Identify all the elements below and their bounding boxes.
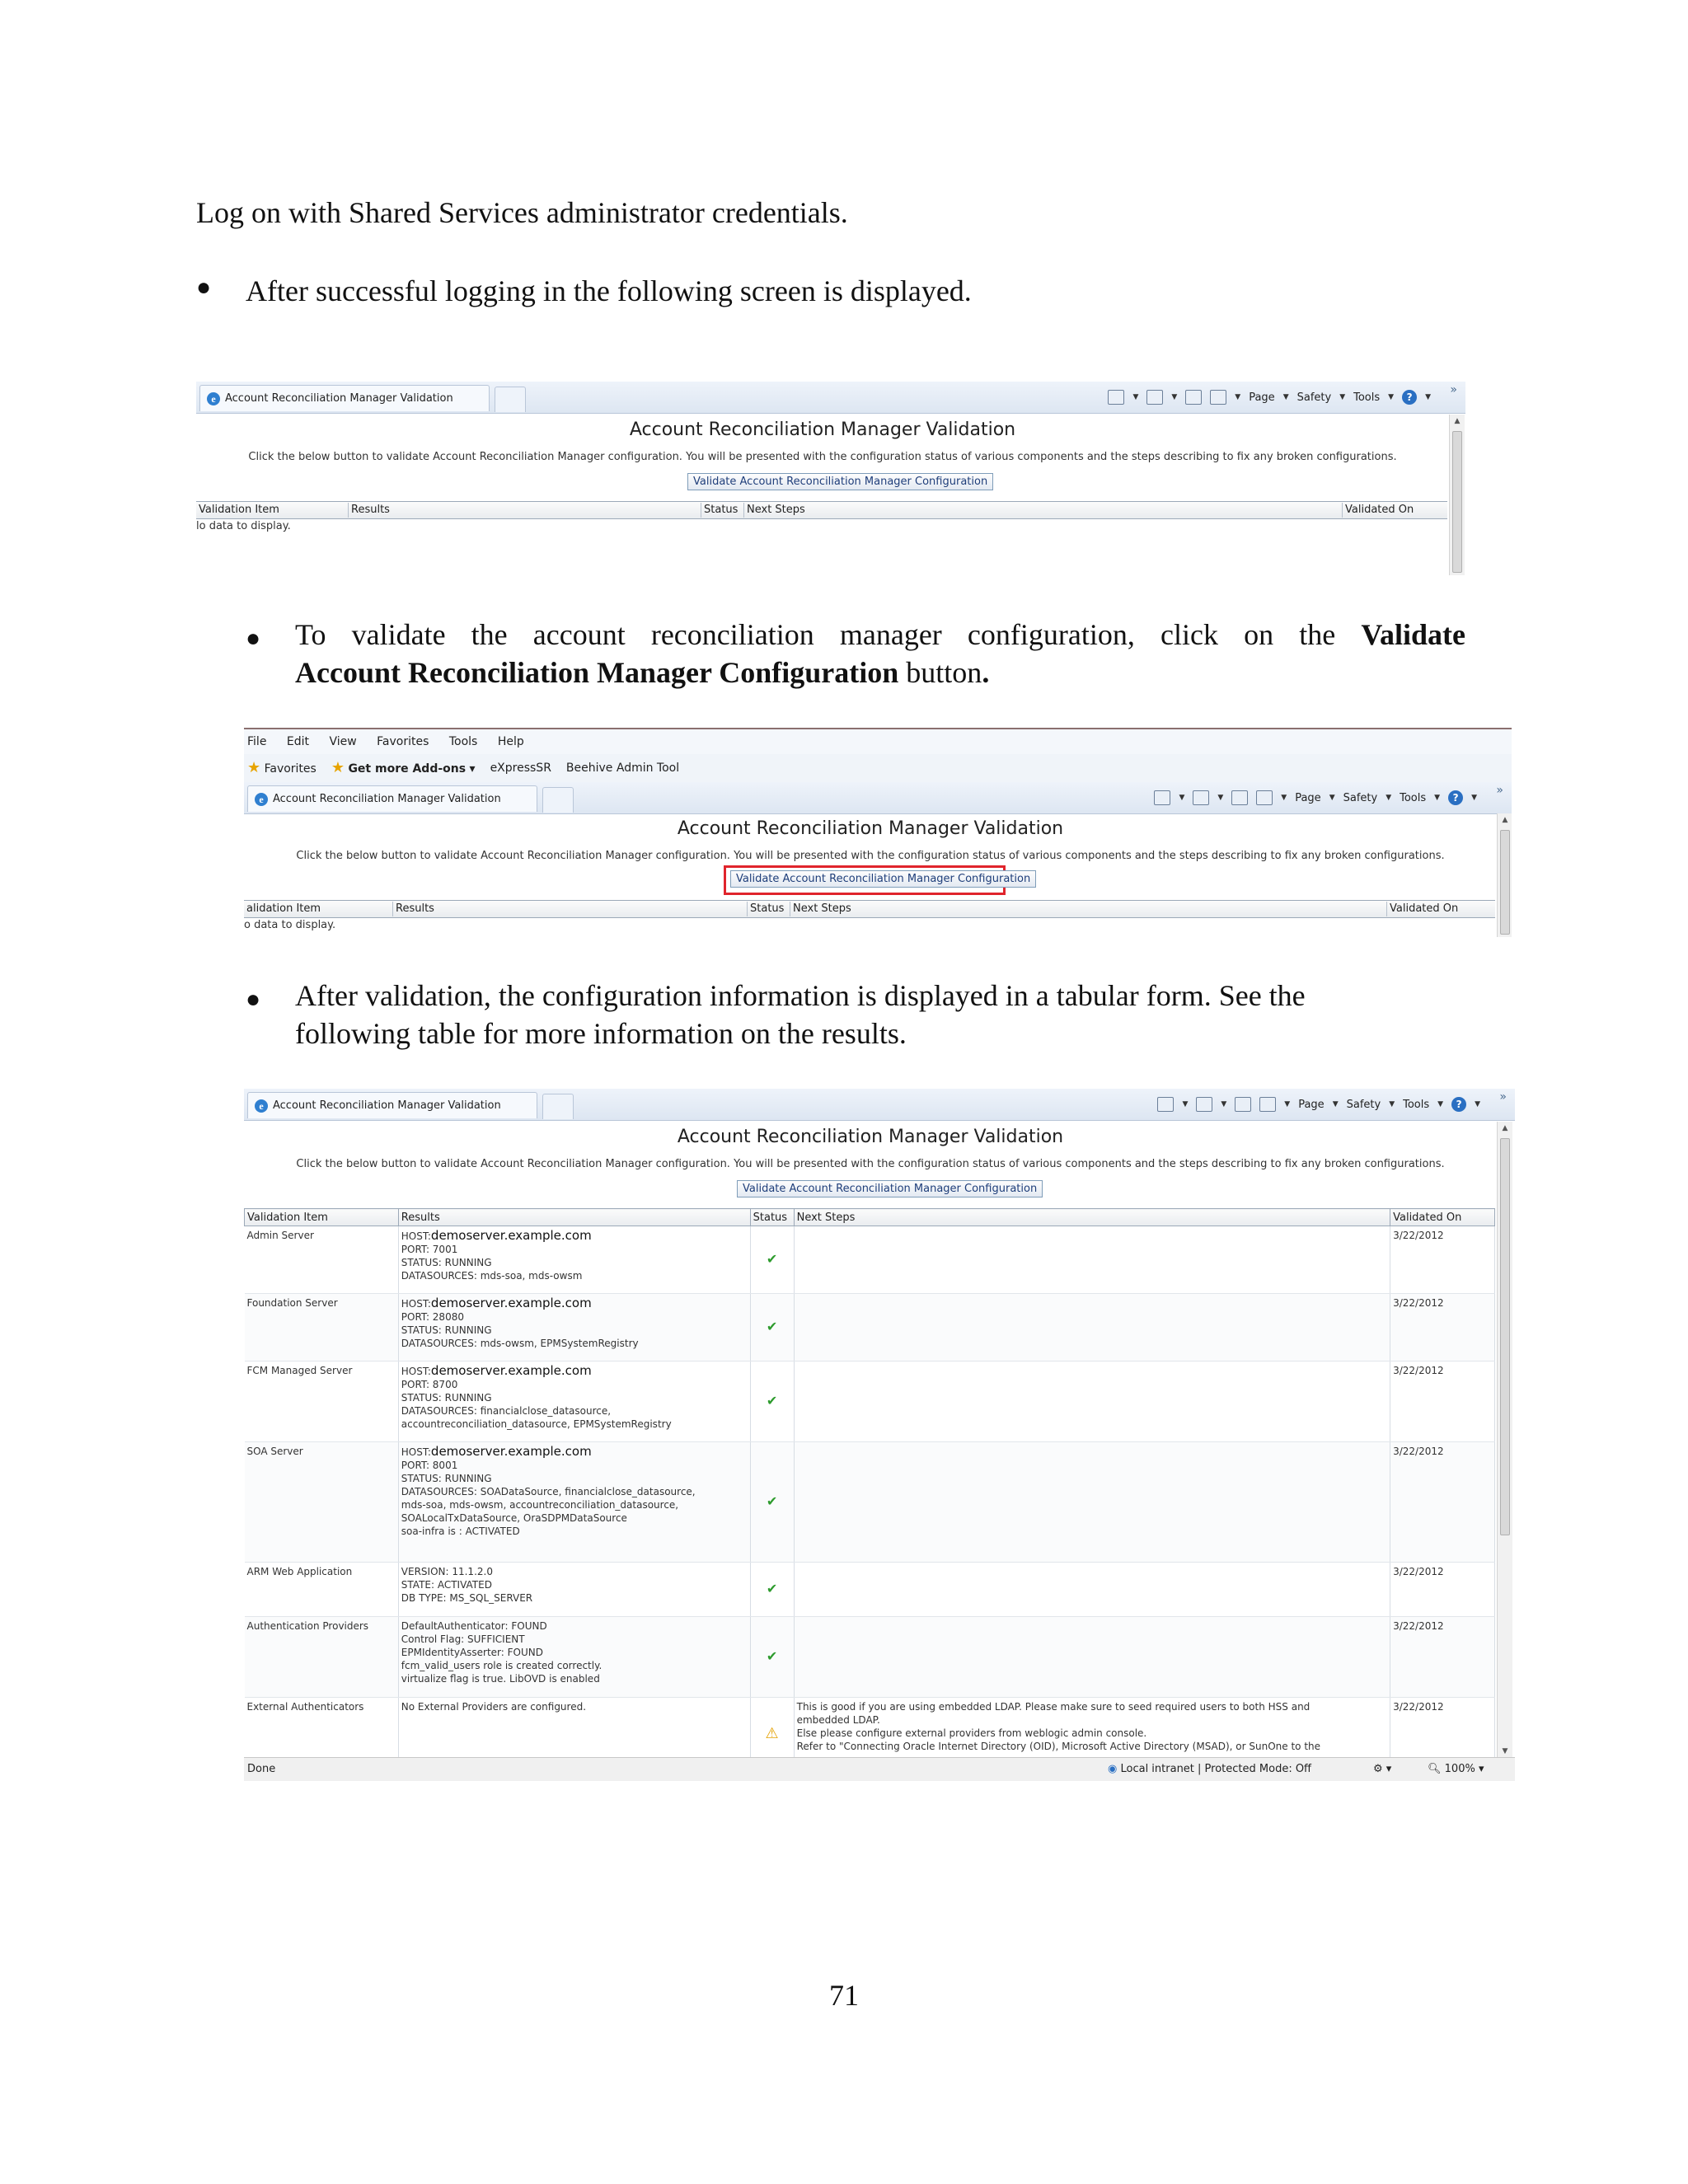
print-icon[interactable] xyxy=(1259,1097,1276,1112)
table-row xyxy=(245,1442,1495,1563)
row-results xyxy=(398,1563,750,1617)
screenshot-highlight xyxy=(244,728,1512,937)
scroll-up-icon[interactable]: ▲ xyxy=(1502,1124,1508,1132)
col-status[interactable]: Status xyxy=(750,1209,794,1226)
app-description: Click the below button to validate Account Reconciliation Manager configuration. You will be presented with the configuration status of various components and the steps describing to fix any broken configurations. xyxy=(296,1158,1445,1170)
bullet-2-bold-validate: Validate xyxy=(1361,618,1465,651)
result-line: STATUS: RUNNING xyxy=(401,1392,492,1404)
feeds-icon[interactable] xyxy=(1193,790,1209,805)
page-menu[interactable]: Page xyxy=(1295,791,1321,804)
row-validation-item: ARM Web Application xyxy=(245,1563,399,1617)
menu-tools[interactable]: Tools xyxy=(448,735,478,748)
menu-favorites[interactable]: Favorites xyxy=(377,735,429,748)
print-icon[interactable] xyxy=(1256,790,1273,805)
row-validated-on: 3/22/2012 xyxy=(1390,1698,1495,1772)
host-line: HOST:demoserver.example.com xyxy=(401,1363,592,1378)
zoom-control[interactable]: 🔍︎ 100% ▾ xyxy=(1428,1763,1484,1775)
scrollbar[interactable] xyxy=(1497,813,1512,937)
row-validation-item: FCM Managed Server xyxy=(245,1361,399,1442)
row-status xyxy=(750,1617,794,1698)
row-results xyxy=(398,1361,750,1442)
col-results[interactable]: Results xyxy=(392,902,434,916)
result-line: STATE: ACTIVATED xyxy=(401,1579,492,1591)
row-validation-item: Foundation Server xyxy=(245,1294,399,1361)
result-line: DATASOURCES: mds-soa, mds-owsm xyxy=(401,1270,583,1282)
result-line: DefaultAuthenticator: FOUND xyxy=(401,1620,547,1632)
favorites-button[interactable]: ★ Favorites xyxy=(247,758,316,776)
results-table xyxy=(244,1208,1495,1772)
new-tab-button[interactable] xyxy=(495,387,526,412)
help-icon[interactable]: ? xyxy=(1402,390,1417,405)
row-status xyxy=(750,1442,794,1563)
row-validation-item: External Authenticators xyxy=(245,1698,399,1772)
results-body xyxy=(245,1226,1495,1772)
bullet-2-text: To validate the account reconciliation manager configuration, click on the xyxy=(295,618,1362,651)
status-bar xyxy=(244,1757,1515,1781)
scroll-down-icon[interactable]: ▼ xyxy=(1502,1747,1508,1755)
row-validated-on: 3/22/2012 xyxy=(1390,1226,1495,1294)
col-validated-on[interactable]: Validated On xyxy=(1386,902,1458,916)
app-title: Account Reconciliation Manager Validation xyxy=(677,1127,1064,1147)
col-validation-item[interactable]: alidation Item xyxy=(246,902,321,915)
feeds-icon[interactable] xyxy=(1146,390,1163,405)
page-menu[interactable]: Page xyxy=(1249,391,1275,404)
menu-file[interactable]: File xyxy=(247,735,267,748)
mail-icon[interactable] xyxy=(1231,790,1248,805)
row-status xyxy=(750,1361,794,1442)
ie-logo-icon: e xyxy=(255,1099,268,1113)
no-data-message: o data to display. xyxy=(244,919,336,931)
app-title: Account Reconciliation Manager Validation xyxy=(629,419,1016,440)
next-step-line: embedded LDAP. xyxy=(796,1714,880,1726)
no-data-message: lo data to display. xyxy=(196,520,291,532)
command-bar: ▼ ▼ ▼ Page ▼ Safety ▼ Tools ▼ ? ▼ xyxy=(1154,785,1477,810)
chevron-icon[interactable]: » xyxy=(1499,1090,1507,1104)
print-icon[interactable] xyxy=(1210,390,1226,405)
row-validation-item: SOA Server xyxy=(245,1442,399,1563)
row-results xyxy=(398,1617,750,1698)
result-line: DATASOURCES: mds-owsm, EPMSystemRegistry xyxy=(401,1338,639,1349)
security-icon[interactable]: ⚙ ▾ xyxy=(1373,1763,1392,1775)
row-results xyxy=(398,1226,750,1294)
row-next-steps xyxy=(794,1563,1390,1617)
next-step-line: This is good if you are using embedded LDAP. Please make sure to seed required users to both HSS and xyxy=(796,1701,1311,1713)
chevron-icon[interactable]: » xyxy=(1450,383,1457,396)
row-validation-item: Authentication Providers xyxy=(245,1617,399,1698)
zone-status: ◉ Local intranet | Protected Mode: Off xyxy=(1108,1763,1312,1775)
result-line: PORT: 28080 xyxy=(401,1311,464,1323)
row-status xyxy=(750,1563,794,1617)
row-validated-on: 3/22/2012 xyxy=(1390,1442,1495,1563)
checkmark-icon: ✔ xyxy=(766,1648,778,1664)
bullet-dot: ● xyxy=(196,274,212,301)
home-icon[interactable] xyxy=(1157,1097,1174,1112)
result-line: STATUS: RUNNING xyxy=(401,1324,492,1336)
result-line: VERSION: 11.1.2.0 xyxy=(401,1566,493,1577)
bullet-2-line-2 xyxy=(295,654,989,691)
table-row xyxy=(245,1226,1495,1294)
next-step-line: Else please configure external providers from weblogic admin console. xyxy=(796,1727,1147,1739)
screenshot-initial xyxy=(196,382,1465,575)
menu-help[interactable]: Help xyxy=(497,735,524,748)
home-icon[interactable] xyxy=(1108,390,1124,405)
result-line: DATASOURCES: financialclose_datasource, xyxy=(401,1405,612,1417)
tab-title: Account Reconciliation Manager Validation xyxy=(225,392,453,405)
col-status[interactable]: Status xyxy=(747,902,784,916)
express-sr-link[interactable]: eXpressSR xyxy=(490,762,551,775)
checkmark-icon: ✔ xyxy=(766,1393,778,1408)
table-row xyxy=(245,1617,1495,1698)
col-validated-on[interactable]: Validated On xyxy=(1342,503,1414,518)
app-description: Click the below button to validate Account Reconciliation Manager configuration. You will be presented with the configuration status of various components and the steps describing to fix any broken configurations. xyxy=(248,451,1397,463)
command-bar: ▼ ▼ ▼ Page ▼ Safety ▼ Tools ▼ ? ▼ xyxy=(1157,1092,1480,1117)
chevron-icon[interactable]: » xyxy=(1496,784,1503,797)
feeds-icon[interactable] xyxy=(1196,1097,1212,1112)
checkmark-icon: ✔ xyxy=(766,1251,778,1267)
col-results[interactable]: Results xyxy=(348,503,390,518)
favorites-bar xyxy=(244,754,1512,783)
intro-text: Log on with Shared Services administrator credentials. xyxy=(196,196,848,229)
bullet-2-bold-name: Account Reconciliation Manager Configuration xyxy=(295,656,899,689)
browser-tab-bar xyxy=(244,1089,1515,1121)
result-line: STATUS: RUNNING xyxy=(401,1473,492,1484)
star-icon: ★ xyxy=(247,758,261,776)
host-line: HOST:demoserver.example.com xyxy=(401,1444,592,1459)
browser-tab-bar xyxy=(196,382,1465,414)
row-next-steps xyxy=(794,1226,1390,1294)
result-line: SOALocalTxDataSource, OraSDPMDataSource xyxy=(401,1512,627,1524)
table-header xyxy=(196,501,1447,519)
checkmark-icon: ✔ xyxy=(766,1319,778,1334)
table-row xyxy=(245,1361,1495,1442)
mail-icon[interactable] xyxy=(1185,390,1202,405)
col-next-steps[interactable]: Next Steps xyxy=(743,503,805,518)
tab-title: Account Reconciliation Manager Validation xyxy=(273,793,501,805)
result-line: No External Providers are configured. xyxy=(401,1701,587,1713)
menu-view[interactable]: View xyxy=(329,735,357,748)
star-plus-icon: ★ xyxy=(331,758,345,776)
home-icon[interactable] xyxy=(1154,790,1170,805)
menu-bar xyxy=(244,729,1512,755)
scrollbar[interactable] xyxy=(1497,1122,1512,1758)
result-line: accountreconciliation_datasource, EPMSystemRegistry xyxy=(401,1418,672,1430)
tools-menu[interactable]: Tools xyxy=(1353,391,1381,404)
bullet-dot: ● xyxy=(246,625,261,652)
safety-menu[interactable]: Safety xyxy=(1346,1098,1381,1111)
row-results xyxy=(398,1442,750,1563)
scrollbar[interactable] xyxy=(1449,415,1465,575)
checkmark-icon: ✔ xyxy=(766,1493,778,1509)
scroll-up-icon[interactable]: ▲ xyxy=(1502,816,1508,824)
browser-tab-bar xyxy=(244,782,1512,814)
row-results xyxy=(398,1294,750,1361)
next-step-line: Refer to "Connecting Oracle Internet Directory (OID), Microsoft Active Directory (MSAD), or SunOne to the xyxy=(796,1741,1321,1752)
screenshot-results xyxy=(244,1089,1515,1781)
ie-logo-icon: e xyxy=(255,793,268,806)
mail-icon[interactable] xyxy=(1235,1097,1251,1112)
validate-button[interactable]: Validate Account Reconciliation Manager Configuration xyxy=(737,1180,1043,1197)
result-line: DB TYPE: MS_SQL_SERVER xyxy=(401,1592,533,1604)
scroll-up-icon[interactable]: ▲ xyxy=(1454,417,1461,425)
validate-button[interactable]: Validate Account Reconciliation Manager Configuration xyxy=(730,870,1036,888)
add-ons-link[interactable]: ★ Get more Add-ons ▾ xyxy=(331,758,476,776)
page-number: 71 xyxy=(829,1979,859,2012)
host-line: HOST:demoserver.example.com xyxy=(401,1296,592,1310)
page-menu[interactable]: Page xyxy=(1298,1098,1325,1111)
app-description: Click the below button to validate Account Reconciliation Manager configuration. You will be presented with the configuration status of various components and the steps describing to fix any broken configurations. xyxy=(296,850,1445,862)
result-line: PORT: 7001 xyxy=(401,1244,458,1255)
result-line: Control Flag: SUFFICIENT xyxy=(401,1633,525,1645)
row-validated-on: 3/22/2012 xyxy=(1390,1617,1495,1698)
result-line: mds-soa, mds-owsm, accountreconciliation_datasource, xyxy=(401,1499,679,1511)
result-line: EPMIdentityAsserter: FOUND xyxy=(401,1647,543,1658)
row-status xyxy=(750,1226,794,1294)
bullet-3-line-1: After validation, the configuration information is displayed in a tabular form. See the xyxy=(295,979,1306,1012)
checkmark-icon: ✔ xyxy=(766,1581,778,1596)
globe-icon: ◉ xyxy=(1108,1763,1118,1775)
ie-logo-icon: e xyxy=(207,392,220,405)
row-validated-on: 3/22/2012 xyxy=(1390,1563,1495,1617)
status-done: Done xyxy=(247,1763,276,1775)
col-validation-item[interactable]: Validation Item xyxy=(199,504,279,516)
row-validated-on: 3/22/2012 xyxy=(1390,1294,1495,1361)
help-icon[interactable]: ? xyxy=(1451,1097,1466,1112)
zoom-icon: 🔍︎ xyxy=(1428,1763,1442,1775)
result-line: virtualize flag is true. LibOVD is enabled xyxy=(401,1673,600,1685)
safety-menu[interactable]: Safety xyxy=(1343,791,1378,804)
browser-tab[interactable] xyxy=(247,1092,537,1118)
bullet-dot: ● xyxy=(246,986,261,1013)
browser-tab[interactable] xyxy=(247,785,537,812)
scroll-thumb[interactable] xyxy=(1500,1138,1510,1535)
col-next-steps[interactable]: Next Steps xyxy=(790,902,851,916)
table-row xyxy=(245,1294,1495,1361)
host-line: HOST:demoserver.example.com xyxy=(401,1228,592,1243)
validate-button[interactable]: Validate Account Reconciliation Manager Configuration xyxy=(687,473,993,490)
scroll-thumb[interactable] xyxy=(1452,431,1462,573)
row-status xyxy=(750,1294,794,1361)
tools-menu[interactable]: Tools xyxy=(1400,791,1427,804)
col-results[interactable]: Results xyxy=(398,1209,750,1226)
new-tab-button[interactable] xyxy=(542,1094,574,1119)
menu-edit[interactable]: Edit xyxy=(286,735,310,748)
row-next-steps xyxy=(794,1442,1390,1563)
result-line: PORT: 8001 xyxy=(401,1460,458,1471)
col-status[interactable]: Status xyxy=(701,503,738,518)
bullet-2-line-1 xyxy=(295,616,1465,654)
result-line: STATUS: RUNNING xyxy=(401,1257,492,1268)
col-next-steps[interactable]: Next Steps xyxy=(794,1209,1390,1226)
table-row xyxy=(245,1563,1495,1617)
col-validated-on[interactable]: Validated On xyxy=(1390,1209,1495,1226)
warning-icon: ⚠ xyxy=(765,1725,779,1742)
command-bar: ▼ ▼ ▼ Page ▼ Safety ▼ Tools ▼ ? ▼ xyxy=(1108,385,1431,410)
app-title: Account Reconciliation Manager Validation xyxy=(677,818,1064,839)
table-header xyxy=(244,900,1495,918)
row-next-steps xyxy=(794,1294,1390,1361)
result-line: DATASOURCES: SOADataSource, financialclose_datasource, xyxy=(401,1486,696,1497)
bullet-3-line-2: following table for more information on the results. xyxy=(295,1017,907,1050)
beehive-admin-link[interactable]: Beehive Admin Tool xyxy=(565,762,680,775)
bullet-1-text: After successful logging in the following screen is displayed. xyxy=(246,274,972,307)
bullet-2-period: . xyxy=(982,656,990,689)
col-validation-item[interactable]: Validation Item xyxy=(245,1209,399,1226)
safety-menu[interactable]: Safety xyxy=(1296,391,1332,404)
result-line: PORT: 8700 xyxy=(401,1379,458,1390)
row-validation-item: Admin Server xyxy=(245,1226,399,1294)
tab-title: Account Reconciliation Manager Validation xyxy=(273,1099,501,1112)
result-line: soa-infra is : ACTIVATED xyxy=(401,1526,520,1537)
result-line: fcm_valid_users role is created correctly. xyxy=(401,1660,603,1671)
row-next-steps xyxy=(794,1361,1390,1442)
row-validated-on: 3/22/2012 xyxy=(1390,1361,1495,1442)
new-tab-button[interactable] xyxy=(542,787,574,813)
help-icon[interactable]: ? xyxy=(1448,790,1463,805)
browser-tab[interactable] xyxy=(199,385,490,411)
scroll-thumb[interactable] xyxy=(1500,830,1510,935)
tools-menu[interactable]: Tools xyxy=(1403,1098,1430,1111)
row-next-steps xyxy=(794,1617,1390,1698)
bullet-2-suffix: button xyxy=(898,656,982,689)
